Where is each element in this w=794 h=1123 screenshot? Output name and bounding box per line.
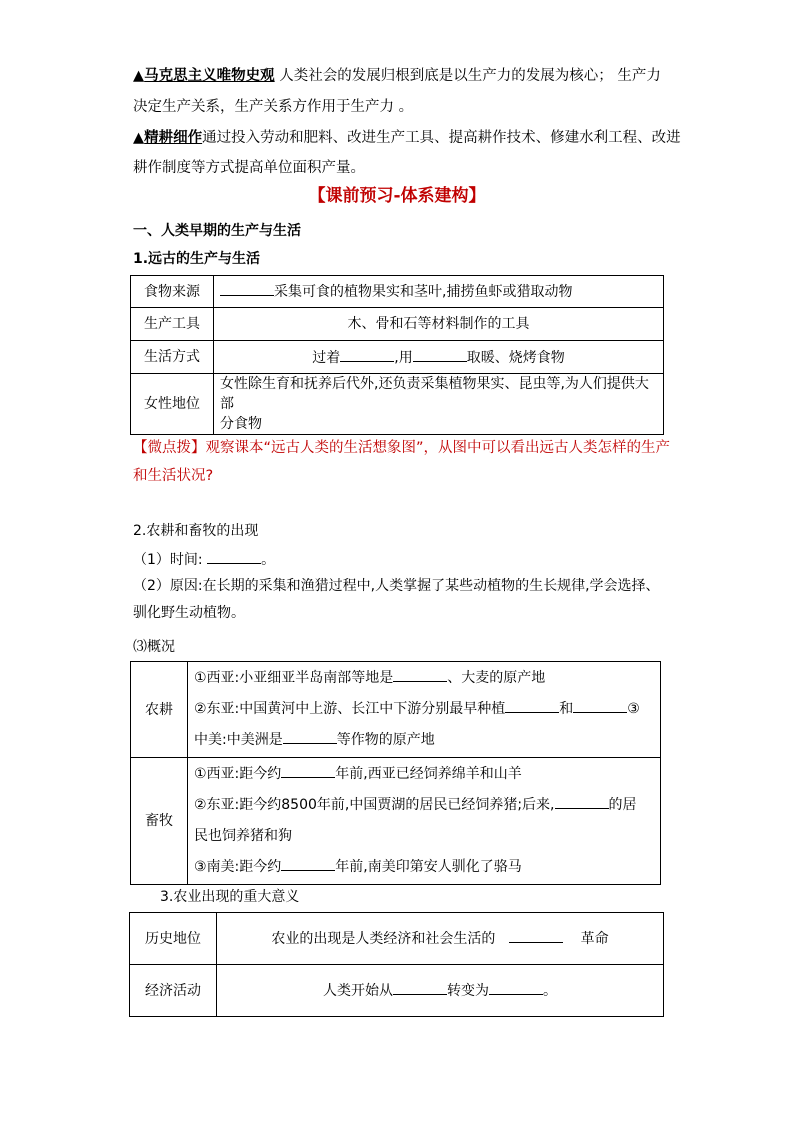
women-status-line-1: 女性除生育和抚养后代外,还负责采集植物果实、昆虫等,为人们提供大部	[220, 376, 649, 412]
table-row	[131, 308, 664, 341]
herding-line-1	[194, 759, 654, 790]
intro-paragraph-2-text: 通过投入劳动和肥料、改进生产工具、提高耕作技术、修建水利工程、改进	[202, 130, 681, 146]
subheading-farming-herding: 2.农耕和畜牧的出现	[133, 523, 259, 539]
question-reason-line-1: （2）原因:在长期的采集和渔猎过程中,人类掌握了某些动植物的生长规律,学会选择、	[133, 578, 660, 594]
answer-blank[interactable]	[340, 347, 394, 362]
answer-blank[interactable]	[283, 729, 337, 744]
row-label-herding: 畜牧	[131, 758, 188, 885]
historical-status-text-b: 革命	[580, 931, 609, 947]
table-row	[131, 341, 664, 374]
intro-paragraph-2-line-1	[133, 128, 681, 148]
answer-blank[interactable]	[489, 980, 543, 995]
term-historical-materialism: 马克思主义唯物史观	[144, 68, 275, 84]
intro-paragraph-1-text: 人类社会的发展归根到底是以生产力的发展为核心； 生产力	[274, 68, 661, 84]
row-label-lifestyle: 生活方式	[131, 341, 214, 374]
lifestyle-text-a: 过着	[312, 349, 341, 366]
table-row	[131, 374, 664, 435]
agriculture-significance-table	[129, 912, 664, 1017]
answer-blank[interactable]	[220, 281, 274, 296]
subheading-ancient-production: 1.远古的生产与生活	[133, 251, 261, 267]
herding-l1-b: 年前,西亚已经饲养绵羊和山羊	[335, 766, 522, 782]
economic-activity-text-c: 。	[543, 983, 557, 999]
subheading-agriculture-significance: 3.农业出现的重大意义	[160, 889, 300, 905]
economic-activity-text-a: 人类开始从	[323, 983, 393, 999]
farming-l2-b: 和	[559, 701, 574, 717]
heading-early-human-life: 一、人类早期的生产与生活	[133, 223, 301, 239]
row-label-farming: 农耕	[131, 662, 188, 758]
answer-blank[interactable]	[281, 763, 335, 778]
row-label-women-status: 女性地位	[131, 374, 214, 435]
women-status-cell	[214, 374, 664, 435]
farming-l3-a: 中美:中美洲是	[194, 732, 283, 748]
row-label-tools: 生产工具	[131, 308, 214, 341]
economic-activity-text-b: 转变为	[447, 983, 489, 999]
farming-l1-a: ①西亚:小亚细亚半岛南部等地是	[194, 670, 394, 686]
question-time-end: 。	[261, 552, 276, 568]
table-row	[130, 913, 664, 965]
answer-blank[interactable]	[413, 347, 467, 362]
answer-blank[interactable]	[555, 794, 609, 809]
triangle-bullet-icon: ▲	[133, 68, 145, 84]
herding-l1-a: ①西亚:距今约	[194, 766, 282, 782]
question-overview: ⑶概况	[133, 639, 175, 655]
farming-line-1	[194, 663, 654, 694]
answer-blank[interactable]	[573, 698, 627, 713]
farming-cell	[188, 662, 661, 758]
row-label-economic-activity: 经济活动	[130, 965, 217, 1017]
triangle-bullet-icon: ▲	[133, 130, 145, 146]
answer-blank[interactable]	[393, 667, 447, 682]
answer-blank[interactable]	[207, 549, 261, 564]
herding-l4-b: 年前,南美印第安人驯化了骆马	[335, 859, 522, 875]
herding-line-3: 民也饲养猪和狗	[194, 828, 292, 844]
ancient-life-table	[130, 275, 664, 435]
answer-blank[interactable]	[281, 856, 335, 871]
answer-blank[interactable]	[505, 698, 559, 713]
farming-herding-table	[130, 661, 661, 885]
herding-line-4	[194, 852, 654, 883]
table-row	[130, 965, 664, 1017]
lifestyle-text-b: ,用	[394, 349, 413, 366]
food-source-text: 采集可食的植物果实和茎叶,捕捞鱼虾或猎取动物	[274, 284, 573, 300]
intro-paragraph-1-line-1	[133, 66, 661, 86]
question-time-label: （1）时间:	[133, 552, 208, 568]
table-row	[131, 276, 664, 308]
answer-blank[interactable]	[509, 928, 563, 943]
term-intensive-farming: 精耕细作	[144, 130, 203, 146]
question-reason-line-2: 驯化野生动植物。	[133, 605, 245, 621]
historical-status-cell	[217, 913, 664, 965]
herding-line-2	[194, 790, 654, 821]
row-label-historical-status: 历史地位	[130, 913, 217, 965]
herding-cell	[188, 758, 661, 885]
herding-l2-b: 的居	[608, 797, 637, 813]
tools-cell: 木、骨和石等材料制作的工具	[214, 308, 664, 341]
herding-l2-a: ②东亚:距今约8500年前,中国贾湖的居民已经饲养猪;后来,	[194, 797, 555, 813]
row-label-food-source: 食物来源	[131, 276, 214, 308]
table-row	[131, 662, 661, 758]
historical-status-text-a: 农业的出现是人类经济和社会生活的	[271, 931, 496, 947]
section-title: 【课前预习-体系建构】	[308, 186, 486, 206]
economic-activity-cell	[217, 965, 664, 1017]
answer-blank[interactable]	[393, 980, 447, 995]
tip-line-2: 和生活状况?	[133, 468, 214, 484]
women-status-line-2: 分食物	[220, 416, 262, 432]
tip-line-1: 【微点拨】观察课本“远古人类的生活想象图”，从图中可以看出远古人类怎样的生产	[133, 440, 671, 456]
lifestyle-cell	[214, 341, 664, 374]
farming-l2-a: ②东亚:中国黄河中上游、长江中下游分别最早种植	[194, 701, 506, 717]
question-time	[133, 549, 275, 570]
intro-paragraph-2-line-2: 耕作制度等方式提高单位面积产量。	[133, 160, 365, 176]
farming-l3-b: 等作物的原产地	[336, 732, 435, 748]
herding-l4-a: ③南美:距今约	[194, 859, 282, 875]
farming-l2-c: ③	[627, 701, 640, 717]
intro-paragraph-1-line-2: 决定生产关系，生产关系方作用于生产力 。	[133, 99, 414, 115]
table-row	[131, 758, 661, 885]
food-source-cell	[214, 276, 664, 308]
farming-line-3	[194, 725, 654, 756]
lifestyle-text-c: 取暖、烧烤食物	[466, 349, 565, 366]
farming-line-2	[194, 694, 654, 725]
farming-l1-b: 、大麦的原产地	[447, 670, 546, 686]
